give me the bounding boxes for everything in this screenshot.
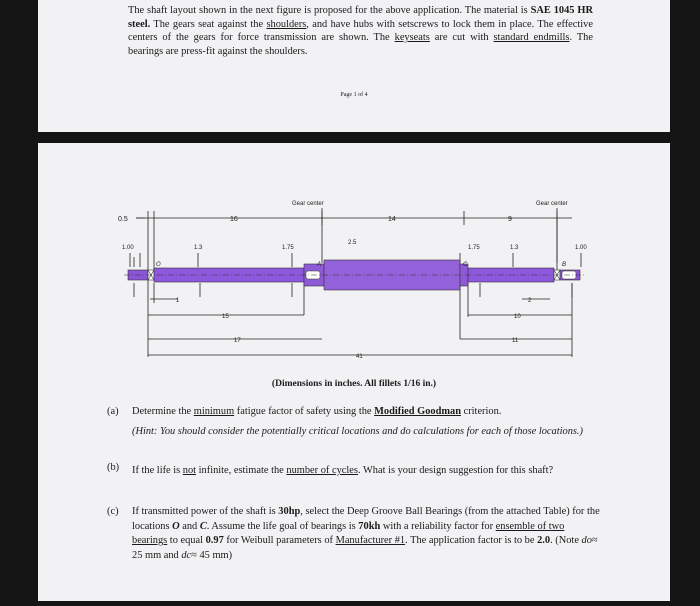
text-run: criterion. [461,406,502,417]
text-run: are cut with [429,32,494,44]
dim-dia-2-5: 2.5 [348,240,357,246]
dim-41: 41 [356,354,363,360]
page-number: Page 1 of 4 [340,92,368,98]
do-symbol: do [581,535,592,546]
dim-14: 14 [388,216,396,223]
material-text: SAE 1045 HR steel. [128,5,593,30]
dim-dia-1-00-left: 1.00 [122,245,134,251]
location-c-text: C [199,520,207,532]
point-c-label: C [463,262,468,268]
dim-11: 11 [512,338,519,344]
dim-dia-1-75-left: 1.75 [282,245,294,251]
application-factor-text: 2.0 [537,535,551,546]
power-text: 30hp [278,506,301,517]
dim-10: 10 [514,314,521,320]
dim-17: 17 [234,338,241,344]
question-c-text [132,505,600,563]
text-run: The gears seat against the [150,18,267,30]
question-a-label: (a) [107,406,119,417]
gear-center-right-label: Gear center [536,201,568,207]
endmills-text: standard endmills [493,32,570,44]
goodman-text: Modified Goodman [374,406,461,417]
text-run: and [179,520,200,532]
dim-dia-1-3-left: 1.3 [194,245,203,251]
dim-9: 9 [508,216,512,223]
text-run: infinite, estimate the [196,465,287,476]
text-run: fatigue factor of safety using the [234,406,375,417]
shaft [124,260,586,290]
not-text: not [182,465,197,476]
ensemble-text: ensemble of two bearings [132,520,565,546]
text-run: . What is your design suggestion for this shaft? [357,465,554,476]
keyseats-text: keyseats [394,32,430,44]
text-run: . (Note [550,535,582,546]
text-run: . The application factor is to be [405,535,538,546]
manufacturer-text: Manufacturer #1 [335,535,406,546]
point-a-label: A [317,262,322,268]
text-run: , and have hubs with setscrews to lock them in place. The effective centers of the gears for force transmission are shown. The [128,18,593,44]
dim-0-5: 0.5 [118,216,128,223]
text-run: If transmitted power of the shaft is [132,506,279,517]
text-run: to equal [167,535,206,546]
question-b-text [132,461,600,480]
dim-1: 1 [176,298,180,304]
reliability-text: 0.97 [205,535,224,546]
text-run: ≈ 25 mm and [132,535,598,561]
cycles-text: number of cycles [286,465,358,476]
point-o-label: O [156,262,161,268]
shoulders-text: shoulders [266,18,307,30]
text-run: , select the Deep Groove Ball Bearings (from the attached Table) for the locations [132,506,600,532]
dim-dia-1-00-right: 1.00 [575,245,587,251]
life-text: 70kh [358,520,381,532]
question-c-label: (c) [107,506,119,517]
gear-center-left-label: Gear center [292,201,324,207]
document-page-bottom [38,143,670,601]
text-run: ≈ 45 mm) [191,549,233,561]
dim-15: 15 [222,314,229,320]
text-run: for Weibull parameters of [223,535,336,546]
text-run: . Assume the life goal of bearings is [206,520,359,532]
minimum-text: minimum [193,406,235,417]
text-run: The shaft layout shown in the next figure is proposed for the above application. The material is [128,5,531,16]
diagram-caption: (Dimensions in inches. All fillets 1/16 in.) [271,379,437,389]
text-run: with a reliability factor for [380,520,496,532]
question-a-text [132,405,600,439]
location-o-text: O [172,520,180,532]
shaft-layout-diagram [38,143,670,373]
dc-symbol: dc [181,549,192,561]
text-run: If the life is [132,465,183,476]
question-b-label: (b) [107,462,120,473]
point-b-label: B [562,262,567,268]
question-a-hint: (Hint: You should consider the potentially critical locations and do calculations for each of those locations.) [132,425,583,437]
dim-dia-1-3-right: 1.3 [510,245,519,251]
text-run: Determine the [132,406,194,417]
dim-2: 2 [528,298,532,304]
problem-statement [128,4,593,58]
dim-dia-1-75-right: 1.75 [468,245,480,251]
text-run: . The bearings are press-fit against the shoulders. [128,32,593,57]
dim-16: 16 [230,216,238,223]
document-page-top [38,0,670,132]
